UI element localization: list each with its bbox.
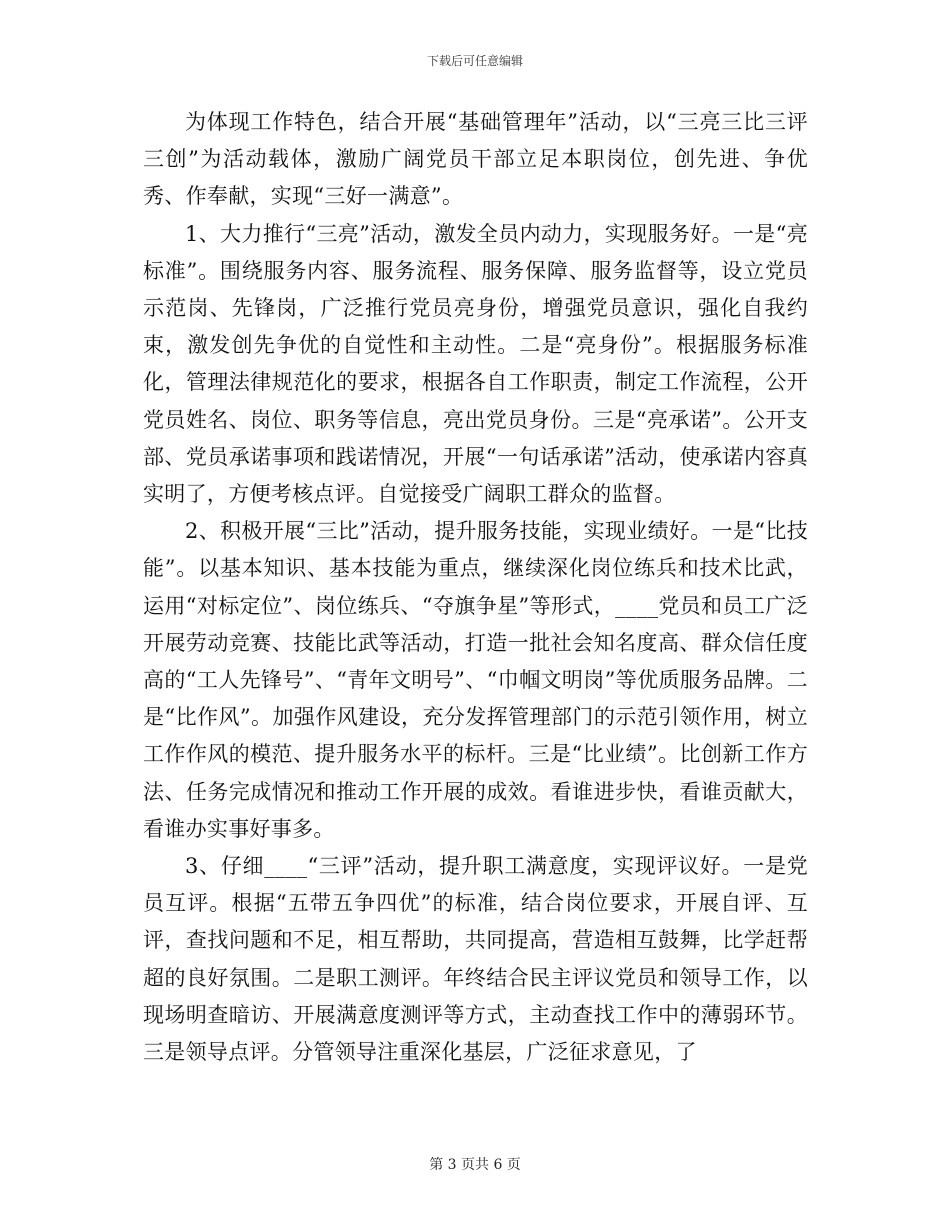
page-number-footer: 第 3 页共 6 页	[429, 1157, 521, 1173]
paragraph-section-3: 3、仔细____“三评”活动，提升职工满意度，实现评议好。一是党员互评。根据“五带五争四优”的标准，结合岗位要求，开展自评、互评，查找问题和不足，相互帮助，共同提高，营造相互鼓舞，比学赶帮超的良好氛围。二是职工测评。年终结合民主评议党员和领导工作，以现场明查暗访、开展满意度测评等方式，主动查找工作中的薄弱环节。三是领导点评。分管领导注重深化基层，广泛征求意见，了	[143, 854, 808, 1065]
paragraph-intro: 为体现工作特色，结合开展“基础管理年”活动，以“三亮三比三评三创”为活动载体，激励广阔党员干部立足本职岗位，创先进、争优秀、作奉献，实现“三好一满意”。	[143, 110, 808, 209]
document-body	[143, 104, 808, 1071]
page-header: 下载后可任意编辑	[426, 54, 523, 68]
paragraph-section-2: 2、积极开展“三比”活动，提升服务技能，实现业绩好。一是“比技能”。以基本知识、基本技能为重点，继续深化岗位练兵和技术比武，运用“对标定位”、岗位练兵、“夺旗争星”等形式，____党员和员工广泛开展劳动竞赛、技能比武等活动，打造一批社会知名度高、群众信任度高的“工人先锋号”、“青年文明号”、“巾帼文明岗”等优质服务品牌。二是“比作风”。加强作风建设，充分发挥管理部门的示范引领作用，树立工作作风的模范、提升服务水平的标杆。三是“比业绩”。比创新工作方法、任务完成情况和推动工作开展的成效。看谁进步快，看谁贡献大，看谁办实事好事多。	[143, 519, 808, 841]
paragraph-section-1: 1、大力推行“三亮”活动，激发全员内动力，实现服务好。一是“亮标准”。围绕服务内容、服务流程、服务保障、服务监督等，设立党员示范岗、先锋岗，广泛推行党员亮身份，增强党员意识，强化自我约束，激发创先争优的自觉性和主动性。二是“亮身份”。根据服务标准化，管理法律规范化的要求，根据各自工作职责，制定工作流程，公开党员姓名、岗位、职务等信息，亮出党员身份。三是“亮承诺”。公开支部、党员承诺事项和践诺情况，开展“一句话承诺”活动，使承诺内容真实明了，方便考核点评。自觉接受广阔职工群众的监督。	[143, 221, 808, 507]
